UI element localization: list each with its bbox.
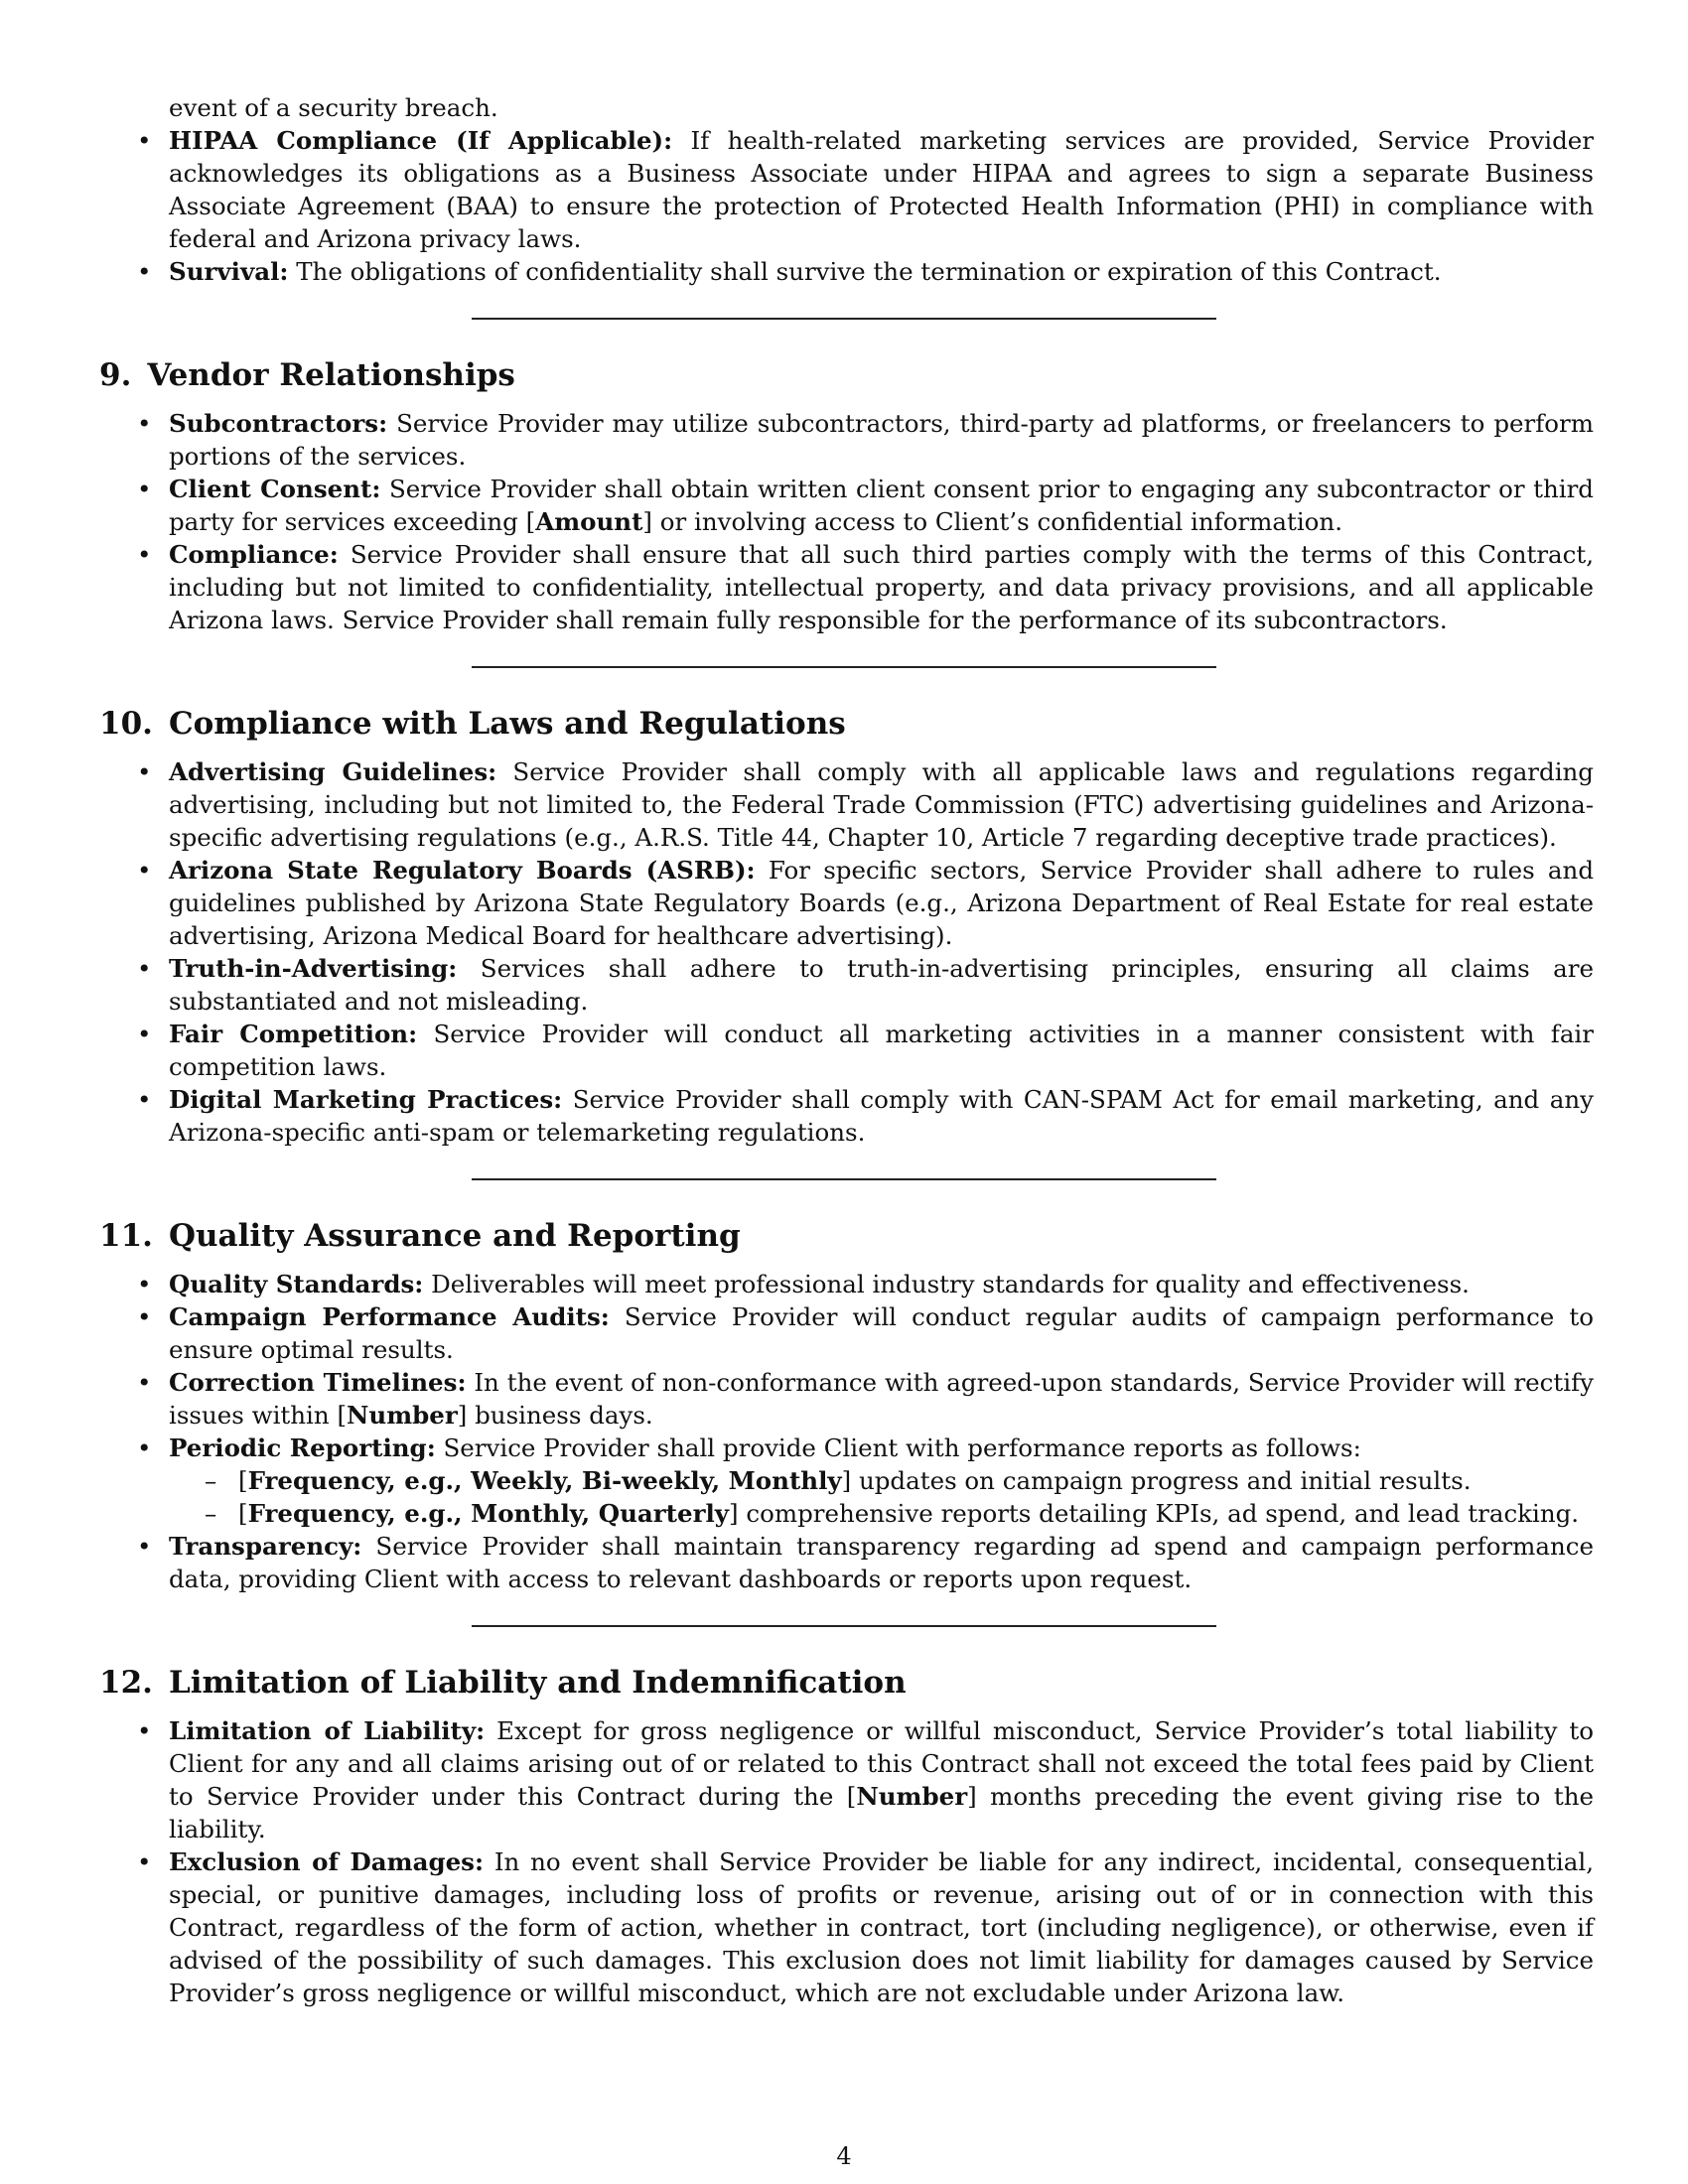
list-item: • Truth-in-Advertising: Services shall adhere to truth-in-advertising principles, ensuring all claims are substantiated and not misleading. (99, 952, 1594, 1018)
continued-text: event of a security breach. (169, 93, 498, 122)
list-item: • Exclusion of Damages: In no event shall Service Provider be liable for any indirect, incidental, consequential, special, or punitive damages, including loss of profits or revenue, arising out of or in connection with this Contract, regardless of the form of action, whether in contract, tort (including negligence), or otherwise, even if advised of the possibility of such damages. This exclusion does not limit liability for damages caused by Service Provider’s gross negligence or willful misconduct, which are not excludable under Arizona law. (99, 1845, 1594, 2009)
sub-list-item: – [Frequency, e.g., Weekly, Bi-weekly, Monthly] updates on campaign progress and initial results. (169, 1464, 1594, 1497)
list-item: • Correction Timelines: In the event of non-conformance with agreed-upon standards, Service Provider will rectify issues within [Number] business days. (99, 1366, 1594, 1432)
list-item: • Survival: The obligations of confidentiality shall survive the termination or expiration of this Contract. (99, 255, 1594, 288)
list-item: • Periodic Reporting: Service Provider shall provide Client with performance reports as follows: – [Frequency, e.g., Weekly, Bi-weekly, Monthly] updates on campaign progress and initial results. – [Frequency, e.g., Monthly, Quarterly] comprehensive reports detailing KPIs, ad spend, and lead tracking. (99, 1432, 1594, 1530)
item-label: Survival: (169, 257, 289, 286)
item-label: HIPAA Compliance (If Applicable): (169, 126, 673, 155)
section-heading-12: 12. Limitation of Liability and Indemnification (99, 1665, 907, 1701)
list-item: • Advertising Guidelines: Service Provider shall comply with all applicable laws and regulations regarding advertising, including but not limited to, the Federal Trade Commission (FTC) advertising guidelines and Arizona-specific advertising regulations (e.g., A.R.S. Title 44, Chapter 10, Article 7 regarding deceptive trade practices). (99, 755, 1594, 854)
list-item: • Compliance: Service Provider shall ensure that all such third parties comply with the terms of this Contract, including but not limited to confidentiality, intellectual property, and data privacy provisions, and all applicable Arizona laws. Service Provider shall remain fully responsible for the performance of its subcontractors. (99, 538, 1594, 636)
section-9-list (99, 407, 1594, 636)
list-item: • Campaign Performance Audits: Service Provider will conduct regular audits of campaign performance to ensure optimal results. (99, 1300, 1594, 1366)
section-heading-9: 9. Vendor Relationships (99, 357, 515, 393)
section-heading-11: 11. Quality Assurance and Reporting (99, 1218, 741, 1254)
list-item: • Digital Marketing Practices: Service Provider shall comply with CAN-SPAM Act for email marketing, and any Arizona-specific anti-spam or telemarketing regulations. (99, 1083, 1594, 1149)
section-12-list (99, 1714, 1594, 2009)
section-8-list (99, 124, 1594, 288)
list-item: • Arizona State Regulatory Boards (ASRB): For specific sectors, Service Provider shall adhere to rules and guidelines published by Arizona State Regulatory Boards (e.g., Arizona Department of Real Estate for real estate advertising, Arizona Medical Board for healthcare advertising). (99, 854, 1594, 952)
list-item: • Subcontractors: Service Provider may utilize subcontractors, third-party ad platforms, or freelancers to perform portions of the services. (99, 407, 1594, 473)
section-divider (472, 666, 1216, 668)
section-10-list (99, 755, 1594, 1149)
list-item: • Client Consent: Service Provider shall obtain written client consent prior to engaging any subcontractor or third party for services exceeding [Amount] or involving access to Client’s confidential information. (99, 473, 1594, 538)
list-item: • Quality Standards: Deliverables will meet professional industry standards for quality and effectiveness. (99, 1268, 1594, 1300)
section-11-list (99, 1268, 1594, 1595)
section-divider (472, 318, 1216, 320)
section-divider (472, 1625, 1216, 1627)
list-item: • Transparency: Service Provider shall maintain transparency regarding ad spend and campaign performance data, providing Client with access to relevant dashboards or reports upon request. (99, 1530, 1594, 1595)
list-item: • HIPAA Compliance (If Applicable): If health-related marketing services are provided, Service Provider acknowledges its obligations as a Business Associate under HIPAA and agrees to sign a separate Business Associate Agreement (BAA) to ensure the protection of Protected Health Information (PHI) in compliance with federal and Arizona privacy laws. (99, 124, 1594, 255)
sub-list-item: – [Frequency, e.g., Monthly, Quarterly] comprehensive reports detailing KPIs, ad spend, and lead tracking. (169, 1497, 1594, 1530)
list-item: • Limitation of Liability: Except for gross negligence or willful misconduct, Service Provider’s total liability to Client for any and all claims arising out of or related to this Contract shall not exceed the total fees paid by Client to Service Provider under this Contract during the [Number] months preceding the event giving rise to the liability. (99, 1714, 1594, 1845)
page-number: 4 (836, 2142, 852, 2170)
page-content (99, 91, 1594, 2009)
section-heading-10: 10. Compliance with Laws and Regulations (99, 706, 846, 742)
list-item: • Fair Competition: Service Provider will conduct all marketing activities in a manner consistent with fair competition laws. (99, 1018, 1594, 1083)
section-divider (472, 1178, 1216, 1180)
sub-list (169, 1464, 1594, 1530)
